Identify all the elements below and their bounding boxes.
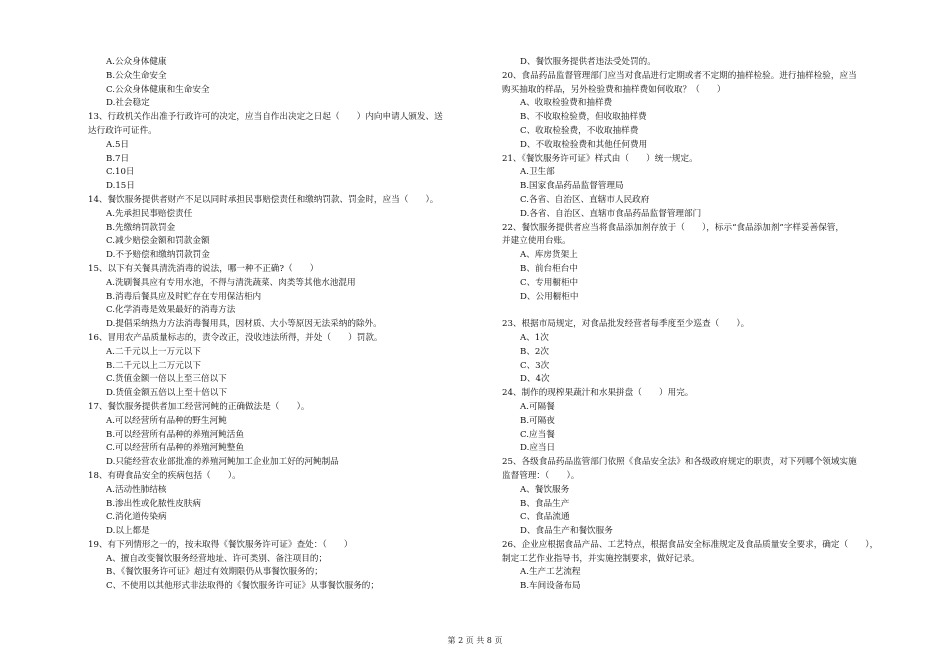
answer-option: D.不予赔偿和缴纳罚款罚金 [106, 250, 210, 261]
answer-option: B.7日 [106, 153, 130, 164]
page-footer: 第 2 页 共 8 页 [447, 636, 503, 645]
answer-option: C.公众身体健康和生命安全 [106, 84, 210, 95]
answer-option: A.公众身体健康 [106, 57, 167, 67]
answer-option: C.可以经营所有品种的养殖河鲀整鱼 [106, 443, 244, 454]
answer-option: C、专用橱柜中 [520, 277, 579, 288]
answer-option: B、不收取检验费，但收取抽样费 [520, 112, 647, 123]
answer-option: B.车间设备布局 [520, 581, 581, 592]
answer-option: C.各省、自治区、直辖市人民政府 [520, 194, 650, 205]
answer-option: D.社会稳定 [106, 98, 150, 109]
question-text: 15、以下有关餐具清洗消毒的说法，哪一种不正确?（ ） [88, 263, 319, 274]
answer-option: D.15日 [106, 181, 135, 192]
question-text: 22、餐饮服务提供者应当将食品添加剂存放于（ ），标示“食品添加剂”字样妥善保管， [502, 222, 844, 233]
answer-option: B.可隔夜 [520, 415, 555, 426]
answer-option: B、前台柜台中 [520, 263, 578, 274]
answer-option: D、不收取检验费和其他任何费用 [520, 139, 648, 150]
answer-option: D、4次 [520, 374, 550, 385]
answer-option: C、食品流通 [520, 512, 570, 523]
answer-option: B.先缴纳罚款罚金 [106, 222, 176, 233]
question-continuation: 制定工艺作业指导书，并实施控制要求，做好记录。 [502, 553, 700, 564]
answer-option: C.减少赔偿金额和罚款金额 [106, 236, 210, 247]
answer-option: C、不使用以其他形式非法取得的《餐饮服务许可证》从事餐饮服务的； [106, 581, 379, 592]
answer-option: C、收取检验费，不收取抽样费 [520, 125, 639, 136]
answer-option: A、餐饮服务 [520, 484, 570, 495]
right-column [502, 56, 902, 594]
question-text: 26、企业应根据食品产品、工艺特点，根据食品安全标准规定及食品质量安全要求，确定（ ）， [502, 539, 879, 550]
answer-option: A、擅自改变餐饮服务经营地址、许可类别、备注项目的； [106, 553, 328, 564]
question-text: 21、《餐饮服务许可证》样式由（ ）统一规定。 [502, 153, 698, 164]
answer-option: D.只能经营农业部批准的养殖河鲀加工企业加工好的河鲀制品 [106, 457, 339, 468]
answer-option: C.应当餐 [520, 429, 555, 440]
answer-option: B.消毒后餐具应及时贮存在专用保洁柜内 [106, 291, 262, 302]
question-text: 20、食品药品监督管理部门应当对食品进行定期或者不定期的抽样检验。进行抽样检验，应当 [502, 70, 857, 81]
answer-option: A、1次 [520, 332, 549, 343]
question-continuation: 并建立使用台账。 [502, 236, 571, 247]
answer-option: C.化学消毒是效果最好的消毒方法 [106, 305, 236, 316]
answer-option: A.卫生部 [520, 167, 555, 178]
answer-option: B、食品生产 [520, 498, 570, 509]
left-column [88, 56, 488, 594]
answer-option: A.可隔餐 [520, 401, 555, 412]
answer-option: D.应当日 [520, 443, 556, 454]
answer-option: A.5日 [106, 139, 129, 150]
question-text: 19、有下列情形之一的，按未取得《餐饮服务许可证》查处：（ ） [88, 539, 353, 550]
spacer [502, 304, 902, 318]
answer-option: B、《餐饮服务许可证》超过有效期限仍从事餐饮服务的； [106, 567, 323, 578]
question-text: 18、有碍食品安全的疾病包括（ ）。 [88, 470, 241, 481]
answer-option: A.活动性肺结核 [106, 484, 167, 495]
answer-option: D、餐饮服务提供者违法受处罚的。 [520, 57, 656, 67]
answer-option: A、库房货架上 [520, 250, 578, 261]
answer-option: D、食品生产和餐饮服务 [520, 526, 613, 537]
answer-option: D.提倡采纳热力方法消毒餐用具，因材质、大小等原因无法采纳的除外。 [106, 319, 382, 330]
answer-option: B.二千元以上二万元以下 [106, 360, 201, 371]
answer-option: B.国家食品药品监督管理局 [520, 181, 624, 192]
answer-option: B.可以经营所有品种的养殖河鲀活鱼 [106, 429, 244, 440]
answer-option: C.10日 [106, 167, 135, 178]
question-text: 23、根据市局规定，对食品批发经营者每季度至少巡查（ ）。 [502, 319, 750, 330]
answer-option: A.二千元以上一万元以下 [106, 346, 201, 357]
answer-option: B、2次 [520, 346, 549, 357]
answer-option: A.可以经营所有品种的野生河鲀 [106, 415, 227, 426]
answer-option: D.各省、自治区、直辖市食品药品监督管理部门 [520, 208, 702, 219]
answer-option: D.货值金额五倍以上至十倍以下 [106, 388, 228, 399]
answer-option: A.先承担民事赔偿责任 [106, 208, 193, 219]
answer-option: D、公用橱柜中 [520, 291, 579, 302]
answer-option: A.生产工艺流程 [520, 567, 581, 578]
question-text: 13、行政机关作出准予行政许可的决定，应当自作出决定之日起（ ）内向申请人颁发、送 [88, 112, 443, 123]
answer-option: C.货值金额一倍以上至三倍以下 [106, 374, 227, 385]
answer-option: A、收取检验费和抽样费 [520, 98, 613, 109]
answer-option: A.洗刷餐具应有专用水池，不得与清洗蔬菜、肉类等其他水池混用 [106, 277, 356, 288]
question-text: 17、餐饮服务提供者加工经营河鲀的正确做法是（ ）。 [88, 401, 310, 412]
answer-option: D.以上都是 [106, 526, 150, 537]
answer-option: C、3次 [520, 360, 550, 371]
question-text: 16、冒用农产品质量标志的，责令改正，没收违法所得，并处（ ）罚款。 [88, 332, 383, 343]
question-continuation: 监督管理：（ ）。 [502, 470, 580, 481]
question-continuation: 达行政许可证件。 [88, 125, 157, 136]
question-text: 14、餐饮服务提供者财产不足以同时承担民事赔偿责任和缴纳罚款、罚金时，应当（ ）。 [88, 194, 439, 205]
question-text: 24、制作的现榨果蔬汁和水果拼盘（ ）用完。 [502, 388, 694, 399]
answer-option: C.消化道传染病 [106, 512, 167, 523]
question-text: 25、各级食品药品监管部门依照《食品安全法》和各级政府规定的职责，对下列哪个领域实施 [502, 457, 857, 468]
answer-option: B.渗出性或化脓性皮肤病 [106, 498, 201, 509]
answer-option: B.公众生命安全 [106, 70, 167, 81]
question-continuation: 购买抽取的样品，另外检验费和抽样费如何收取？（ ） [502, 84, 726, 95]
